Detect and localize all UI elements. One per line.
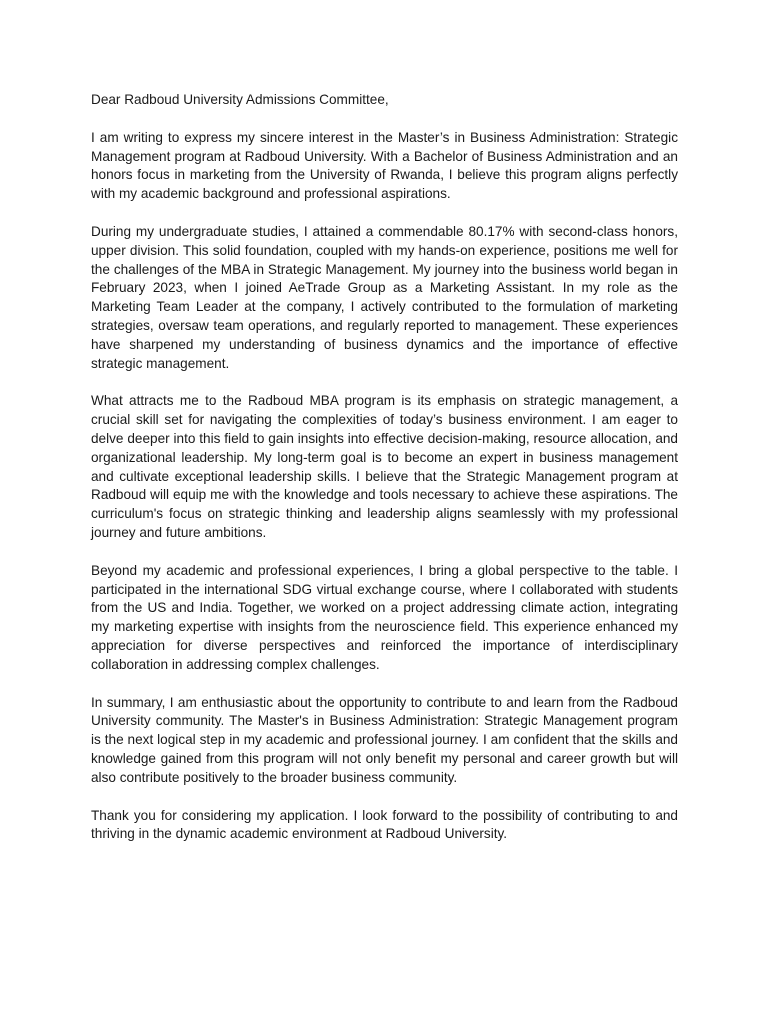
paragraph-global-perspective: Beyond my academic and professional experiences, I bring a global perspective to the table. I participated in the international SDG virtual exchange course, where I collaborated with students from the US and India. Together, we worked on a project addressing climate action, integrating my marketing expertise with insights from the neuroscience field. This experience enhanced my appreciation for diverse perspectives and reinforced the importance of interdisciplinary collaboration in addressing complex challenges. bbox=[91, 562, 678, 672]
paragraph-introduction: I am writing to express my sincere interest in the Master’s in Business Administration: Strategic Management program at Radboud University. With a Bachelor of Business Administration and an honors focus in marketing from the University of Rwanda, I believe this program aligns perfectly with my academic background and professional aspirations. bbox=[91, 129, 678, 202]
paragraph-closing: Thank you for considering my application. I look forward to the possibility of contributing to and thriving in the dynamic academic environment at Radboud University. bbox=[91, 807, 678, 842]
salutation: Dear Radboud University Admissions Committee, bbox=[91, 92, 389, 107]
paragraph-summary: In summary, I am enthusiastic about the opportunity to contribute to and learn from the Radboud University community. The Master's in Business Administration: Strategic Management program is the next logical step in my academic and professional journey. I am confident that the skills and knowledge gained from this program will not only benefit my personal and career growth but will also contribute positively to the broader business community. bbox=[91, 694, 678, 785]
paragraph-academic-experience: During my undergraduate studies, I attained a commendable 80.17% with second-class honors, upper division. This solid foundation, coupled with my hands-on experience, positions me well for the challenges of the MBA in Strategic Management. My journey into the business world began in February 2023, when I joined AeTrade Group as a Marketing Assistant. In my role as the Marketing Team Leader at the company, I actively contributed to the formulation of marketing strategies, oversaw team operations, and regularly reported to management. These experiences have sharpened my understanding of business dynamics and the importance of effective strategic management. bbox=[91, 223, 678, 371]
paragraph-program-motivation: What attracts me to the Radboud MBA program is its emphasis on strategic management, a crucial skill set for navigating the complexities of today’s business environment. I am eager to delve deeper into this field to gain insights into effective decision-making, resource allocation, and organizational leadership. My long-term goal is to become an expert in business management and cultivate exceptional leadership skills. I believe that the Strategic Management program at Radboud will equip me with the knowledge and tools necessary to achieve these aspirations. The curriculum's focus on strategic thinking and leadership aligns seamlessly with my professional journey and future ambitions. bbox=[91, 393, 678, 540]
